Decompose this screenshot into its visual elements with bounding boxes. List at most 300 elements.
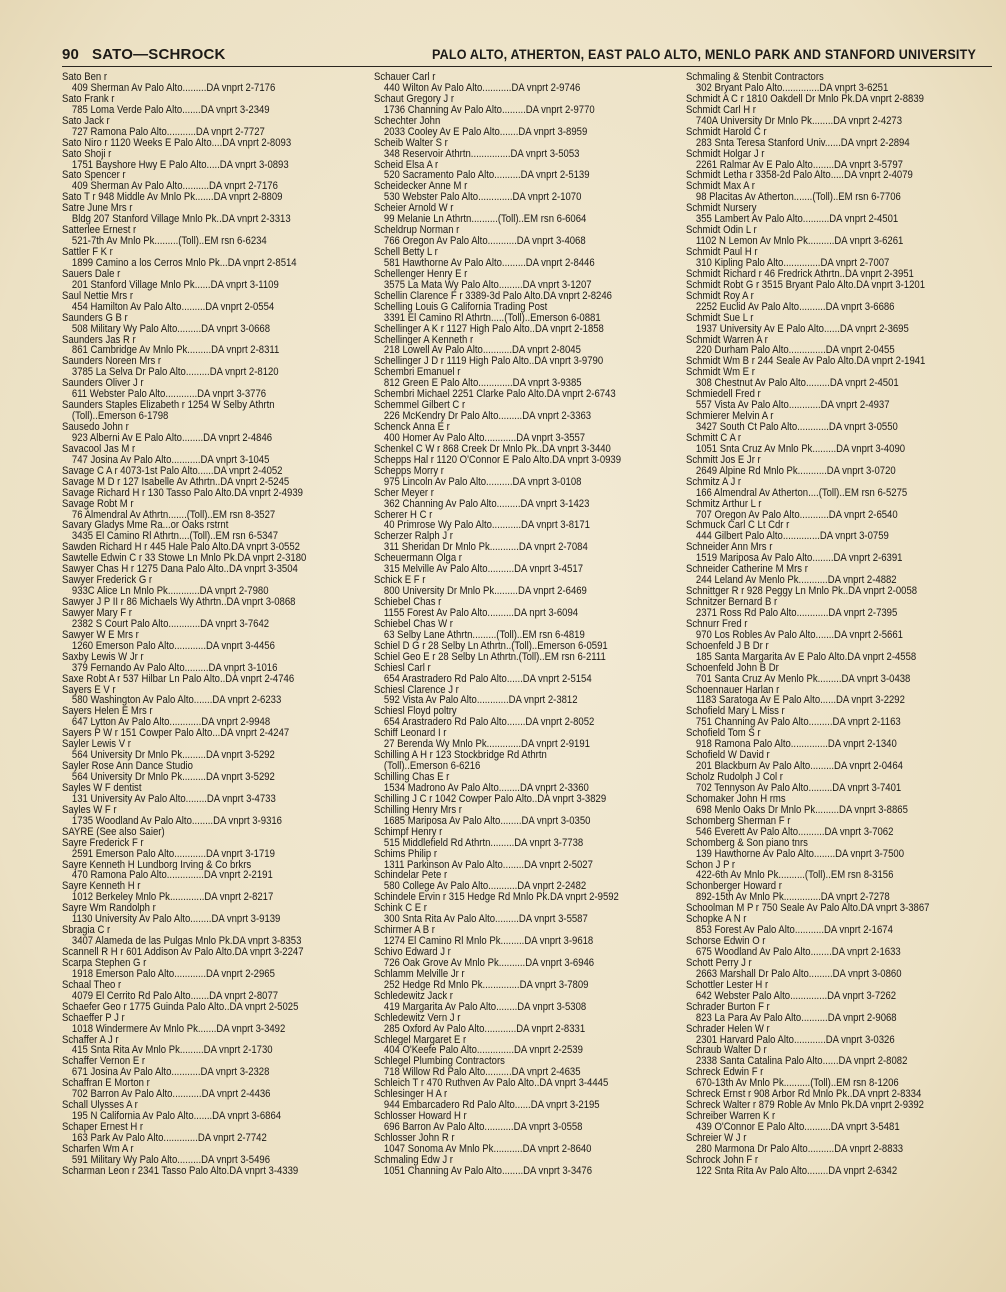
listing-entry (62, 477, 374, 488)
listing-entry (374, 892, 686, 903)
listing-name: Saunders G B r (62, 312, 128, 324)
listing-name: Schims Philip r (374, 848, 438, 860)
listing-entry (686, 499, 998, 521)
listing-entry (374, 575, 686, 597)
listing-entry (374, 181, 686, 203)
listing-entry (62, 488, 374, 499)
listing-entry (686, 586, 998, 597)
listing-address: (Toll)..Emerson 6-1798 (71, 411, 169, 422)
listing-name: Scheldrup Norman r (374, 225, 460, 237)
listing-name: Satterlee Ernest r (62, 225, 137, 237)
listing-name: Schaffran E Morton r (62, 1078, 150, 1090)
listing-name: Sayler Rose Ann Dance Studio (62, 761, 193, 772)
listing-entry (374, 553, 686, 575)
listing-entry (686, 335, 998, 357)
listing-address: 439 O'Connor E Palo Alto..........DA vnprt 3-5481 (695, 1122, 900, 1133)
listing-entry (62, 138, 374, 149)
listing-entry (686, 203, 998, 225)
listing-entry (686, 225, 998, 247)
listing-address: 2382 S Court Palo Alto............DA vnprt 3-7642 (71, 618, 270, 630)
listing-name: Schellinger A K r 1127 High Palo Alto..DA vnprt 2-1858 (374, 323, 604, 335)
listing-entry (374, 291, 686, 302)
listing-entry (62, 674, 374, 685)
listing-name: Sbragia C r (62, 925, 111, 937)
listing-name: Schiel Geo E r 28 Selby Ln Athrtn.(Toll)..EM rsn 6-2111 (374, 651, 606, 663)
listing-address: 1051 Snta Cruz Av Mnlo Pk.........DA vnprt 3-4090 (695, 443, 906, 455)
listing-entry (686, 455, 998, 477)
listing-entry (62, 706, 374, 728)
listing-name: Schemmel Gilbert C r (374, 400, 466, 412)
listing-entry (686, 1089, 998, 1100)
listing-address: 812 Green E Palo Alto.............DA vnprt 3-9385 (383, 378, 582, 390)
listing-name: Savary Gladys Mme Ra...or Oaks rstrnt (62, 520, 229, 532)
listing-name: Schirmer A B r (374, 925, 435, 937)
listing-name: Schimpf Henry r (374, 826, 443, 838)
listing-name: Schmiedell Fred r (686, 389, 761, 401)
listing-name: Schechter John (374, 115, 441, 127)
listing-entry (62, 903, 374, 925)
listing-name: Scharman Leon r 2341 Tasso Palo Alto.DA vnprt 3-4339 (62, 1165, 299, 1177)
listing-address: 581 Hawthorne Av Palo Alto.........DA vnprt 2-8446 (383, 257, 595, 269)
listing-name: Schlamm Melville Jr r (374, 968, 465, 980)
listing-entry (374, 1089, 686, 1111)
listing-address: 1937 University Av E Palo Alto......DA vnprt 2-3695 (695, 323, 909, 335)
listing-address: 1130 University Av Palo Alto........DA vnprt 3-9139 (71, 914, 281, 926)
listing-address: 1735 Woodland Av Palo Alto........DA vnprt 3-9316 (71, 815, 282, 827)
listing-address: 308 Chestnut Av Palo Alto.........DA vnprt 2-4501 (695, 378, 899, 390)
listing-name: Schiel D G r 28 Selby Ln Athrtn..(Toll)..Emerson 6-0591 (374, 640, 608, 652)
listing-name: Sato Jack r (62, 115, 110, 127)
listing-entry (62, 466, 374, 477)
listing-name: Schlegel Plumbing Contractors (374, 1056, 505, 1068)
listing-address: 521-7th Av Mnlo Pk.........(Toll)..EM rsn 6-6234 (71, 236, 267, 247)
listing-entry (686, 794, 998, 816)
listing-address: Bldg 207 Stanford Village Mnlo Pk..DA vnprt 2-3313 (71, 214, 291, 226)
listing-address: 185 Santa Margarita Av E Palo Alto.DA vnprt 2-4558 (695, 651, 917, 663)
listing-address: 1736 Channing Av Palo Alto.........DA vnprt 2-9770 (383, 104, 595, 116)
listing-entry (686, 1111, 998, 1133)
listing-address: 1534 Madrono Av Palo Alto........DA vnprt 2-3360 (383, 782, 589, 794)
listing-address: 892-15th Av Mnlo Pk..............DA vnprt 2-7278 (695, 892, 890, 904)
listing-entry (62, 313, 374, 335)
listing-name: Sayles W F dentist (62, 782, 142, 794)
listing-name: Schaefer Geo r 1775 Guinda Palo Alto..DA vnprt 2-5025 (62, 1001, 299, 1013)
listing-entry (686, 1002, 998, 1024)
listing-name: Saunders Noreen Mrs r (62, 356, 162, 368)
listing-entry (62, 860, 374, 882)
listing-entry (686, 597, 998, 619)
listing-entry (374, 1035, 686, 1057)
listing-entry (374, 531, 686, 553)
listing-address: 440 Wilton Av Palo Alto...........DA vnprt 2-9746 (383, 82, 581, 94)
listing-name: Schlesinger H A r (374, 1089, 448, 1101)
listing-address: 1899 Camino a los Cerros Mnlo Pk...DA vnprt 2-8514 (71, 257, 297, 269)
listing-name: Schmidt Roy A r (686, 290, 754, 302)
listing-name: Schnitzer Bernard B r (686, 597, 778, 608)
listing-name: Schmidt Richard r 46 Fredrick Athrtn..DA vnprt 2-3951 (686, 268, 914, 280)
listing-entry (686, 1133, 998, 1155)
listing-name: Schledewitz Jack r (374, 990, 453, 1002)
listing-entry (686, 269, 998, 280)
listing-name: Schaal Theo r (62, 979, 122, 991)
listing-entry (374, 1155, 686, 1177)
listing-entry (62, 1002, 374, 1013)
listing-name: Schreck Walter r 879 Roble Av Mnlo Pk.DA vnprt 2-9392 (686, 1100, 924, 1112)
listing-entry (62, 94, 374, 116)
listing-address: 3435 El Camino Rl Athrtn....(Toll)..EM rsn 6-5347 (71, 531, 279, 543)
listing-entry (62, 739, 374, 761)
listing-entry (62, 356, 374, 378)
listing-name: Sato Spencer r (62, 170, 126, 182)
listing-entry (686, 914, 998, 936)
listing-address: 670-13th Av Mnlo Pk..........(Toll)..EM rsn 8-1206 (695, 1078, 899, 1090)
listing-entry (686, 619, 998, 641)
column-1 (62, 72, 374, 1177)
listing-address: 283 Snta Teresa Stanford Univ......DA vnprt 2-2894 (695, 137, 910, 149)
listing-entry (686, 1024, 998, 1046)
listing-entry (374, 203, 686, 225)
listing-address: 823 La Para Av Palo Alto..........DA vnprt 2-9068 (695, 1012, 897, 1024)
listing-name: Scarpa Stephen G r (62, 957, 147, 969)
listing-address: 726 Oak Grove Av Mnlo Pk..........DA vnprt 3-6946 (383, 957, 595, 969)
listing-entry (374, 597, 686, 619)
listing-entry (62, 1166, 374, 1177)
listing-name: Sato Niro r 1120 Weeks E Palo Alto....DA vnprt 2-8093 (62, 137, 292, 149)
listing-name: Schaut Gregory J r (374, 93, 455, 105)
listing-entry (62, 1013, 374, 1035)
listing-address: 400 Homer Av Palo Alto............DA vnprt 3-3557 (383, 432, 586, 444)
listing-name: Schilling Chas E r (374, 772, 450, 783)
listing-entry (62, 925, 374, 947)
listing-address: 975 Lincoln Av Palo Alto..........DA vnprt 3-0108 (383, 476, 582, 488)
listing-entry (374, 160, 686, 182)
listing-address: 419 Margarita Av Palo Alto........DA vnprt 3-5308 (383, 1001, 587, 1013)
listing-name: Saunders Oliver J r (62, 378, 144, 390)
listing-name: Saxe Robt A r 537 Hilbar Ln Palo Alto..DA vnprt 2-4746 (62, 673, 295, 685)
listing-name: Schembri Emanuel r (374, 367, 461, 379)
listing-name: Schmitz A J r (686, 476, 742, 488)
listing-entry (374, 991, 686, 1013)
listing-entry (374, 619, 686, 641)
listing-name: Schon J P r (686, 859, 736, 871)
listing-entry (686, 663, 998, 685)
listing-address: 766 Oregon Av Palo Alto...........DA vnprt 3-4068 (383, 236, 586, 247)
listing-entry (686, 127, 998, 149)
listing-name: Scharfen Wm A r (62, 1143, 134, 1155)
listing-name: Schilling A H r 123 Stockbridge Rd Athrtn (374, 750, 547, 762)
listing-name: Schofield Mary L Miss r (686, 706, 785, 718)
listing-address: 1012 Berkeley Mnlo Pk.............DA vnprt 2-8217 (71, 892, 274, 904)
listing-entry (62, 838, 374, 860)
listing-name: Scannell R H r 601 Addison Av Palo Alto.DA vnprt 3-2247 (62, 947, 304, 958)
listing-name: Scherzer Ralph J r (374, 531, 453, 543)
listing-name: Schnittger R r 928 Peggy Ln Mnlo Pk..DA vnprt 2-0058 (686, 586, 918, 597)
listing-name: Schrock John F r (686, 1154, 759, 1166)
listing-entry (62, 881, 374, 903)
listing-address: 2338 Santa Catalina Palo Alto......DA vnprt 2-8082 (695, 1056, 908, 1068)
listing-address: 1274 El Camino Rl Mnlo Pk.........DA vnprt 3-9618 (383, 936, 594, 947)
listing-entry (374, 969, 686, 991)
listing-entry (686, 685, 998, 707)
listing-name: Schlegel Margaret E r (374, 1034, 467, 1046)
listing-name: Schepps Hal r 1120 O'Connor E Palo Alto.DA vnprt 3-0939 (374, 454, 622, 466)
listing-address: 2649 Alpine Rd Mnlo Pk...........DA vnprt 3-0720 (695, 465, 896, 477)
listing-entry (374, 1056, 686, 1078)
listing-entry (374, 488, 686, 510)
listing-entry (62, 783, 374, 805)
listing-name: Schott Perry J r (686, 957, 752, 969)
listing-entry (686, 838, 998, 860)
listing-entry (374, 466, 686, 488)
listing-entry (374, 1013, 686, 1035)
listing-name: Savage Richard H r 130 Tasso Palo Alto.DA vnprt 2-4939 (62, 487, 303, 499)
listing-entry (686, 170, 998, 181)
listing-name: Schaffer A J r (62, 1034, 119, 1046)
listing-entry (686, 564, 998, 586)
listing-name: Schindele Ervin r 315 Hedge Rd Mnlo Pk.DA vnprt 2-9592 (374, 892, 619, 904)
listing-name: Schmaling & Stenbit Contractors (686, 72, 824, 83)
listing-address: 508 Military Wy Palo Alto.........DA vnprt 3-0668 (71, 323, 271, 335)
listing-entry (374, 444, 686, 455)
listing-address: 520 Sacramento Palo Alto..........DA vnprt 2-5139 (383, 170, 590, 182)
listing-entry (374, 455, 686, 466)
listing-address: 415 Snta Rita Av Mnlo Pk.........DA vnprt 2-1730 (71, 1045, 273, 1057)
listing-entry (62, 149, 374, 171)
listing-entry (686, 356, 998, 367)
listing-name: Schreiber Warren K r (686, 1111, 776, 1122)
listing-name: Schauer Carl r (374, 72, 436, 83)
listing-name: Savage Robt M r (62, 498, 134, 510)
listing-name: Saul Nettie Mrs r (62, 290, 134, 302)
listing-entry (686, 903, 998, 914)
listing-address: 310 Kipling Palo Alto..............DA vnprt 2-7007 (695, 257, 890, 269)
listing-name: Sayre Kenneth H Lundborg Irving & Co brkrs (62, 859, 252, 871)
listing-address: 98 Placitas Av Atherton.......(Toll)..EM rsn 6-7706 (695, 192, 901, 204)
listing-address: 654 Arastradero Rd Palo Alto......DA vnprt 2-5154 (383, 673, 592, 685)
listing-entry (62, 1144, 374, 1166)
page-header (62, 44, 992, 67)
listing-entry (62, 608, 374, 630)
listing-name: Schellenger Henry E r (374, 268, 468, 280)
listing-address: 244 Leland Av Menlo Pk...........DA vnprt 2-4882 (695, 575, 897, 587)
listing-name: Saxby Lewis W Jr r (62, 651, 144, 663)
listing-address: 302 Bryant Palo Alto..............DA vnprt 3-6251 (695, 82, 889, 94)
listing-address: 285 Oxford Av Palo Alto............DA vnprt 2-8331 (383, 1023, 586, 1035)
listing-entry (686, 291, 998, 313)
listing-name: Sattler F K r (62, 247, 113, 258)
listing-entry (374, 750, 686, 772)
listing-entry (686, 816, 998, 838)
listing-address: 1751 Bayshore Hwy E Palo Alto.....DA vnprt 3-0893 (71, 159, 289, 171)
listing-entry (686, 181, 998, 203)
listing-name: Schepps Morry r (374, 465, 444, 477)
listing-entry (686, 72, 998, 94)
listing-name: Schonberger Howard r (686, 881, 782, 893)
listing-entry (374, 685, 686, 707)
listing-name: Schmidt Warren A r (686, 334, 768, 346)
listing-address: 300 Snta Rita Av Palo Alto.........DA vnprt 3-5587 (383, 914, 588, 926)
listing-name: Schmidt Nursery (686, 203, 757, 215)
page-number: 90 (62, 46, 80, 63)
listing-entry (374, 400, 686, 422)
listing-name: Sato T r 948 Middle Av Mnlo Pk.......DA vnprt 2-8809 (62, 192, 283, 204)
listing-address: 122 Snta Rita Av Palo Alto........DA vnprt 2-6342 (695, 1165, 898, 1177)
listing-name: Schellinger J D r 1119 High Palo Alto..DA vnprt 3-9790 (374, 356, 604, 368)
listing-address: 751 Channing Av Palo Alto.........DA vnprt 2-1163 (695, 717, 901, 729)
listing-address: 564 University Dr Mnlo Pk.........DA vnprt 3-5292 (71, 772, 275, 783)
listing-name: Schmidt Sue L r (686, 312, 754, 324)
listing-address: 444 Gilbert Palo Alto..............DA vnprt 3-0759 (695, 531, 889, 543)
listing-entry (62, 980, 374, 1002)
listing-name: Schiesl Floyd poltry (374, 706, 457, 718)
listing-address: 2033 Cooley Av E Palo Alto.......DA vnprt 3-8959 (383, 126, 588, 138)
listing-name: Schembri Michael 2251 Clarke Palo Alto.DA vnprt 2-6743 (374, 389, 616, 401)
listing-address: 707 Oregon Av Palo Alto...........DA vnprt 2-6540 (695, 509, 898, 521)
listing-entry (62, 630, 374, 652)
listing-name: Schiebel Chas r (374, 597, 442, 608)
listing-address: 311 Sheridan Dr Mnlo Pk...........DA vnprt 2-7084 (383, 542, 588, 554)
listing-entry (374, 827, 686, 849)
listing-entry (374, 772, 686, 794)
listing-address: 1018 Windermere Av Mnlo Pk.......DA vnprt 3-3492 (71, 1023, 286, 1035)
listing-entry (374, 356, 686, 367)
listing-entry (374, 302, 686, 324)
listing-name: Schoenfeld John B Dr (686, 662, 779, 674)
listing-name: Schmidt Holgar J r (686, 148, 765, 160)
listing-address: 2301 Harvard Palo Alto............DA vnprt 3-0326 (695, 1034, 895, 1046)
listing-name: Savacool Jas M r (62, 443, 136, 455)
listing-address: 315 Melville Av Palo Alto..........DA vnprt 3-4517 (383, 564, 583, 576)
listing-entry (62, 269, 374, 291)
listing-address: 409 Sherman Av Palo Alto.........DA vnprt 2-7176 (71, 82, 276, 94)
listing-address: 591 Military Wy Palo Alto.........DA vnprt 3-5496 (71, 1154, 271, 1166)
listing-address: 3575 La Mata Wy Palo Alto.........DA vnprt 3-1207 (383, 279, 592, 291)
listing-name: Schoolman M P r 750 Seale Av Palo Alto.DA vnprt 3-3867 (686, 903, 930, 915)
listing-entry (686, 980, 998, 1002)
listing-address: 800 University Dr Mnlo Pk.........DA vnprt 2-6469 (383, 586, 587, 597)
listing-entry (686, 411, 998, 433)
listing-address: 944 Embarcadero Rd Palo Alto......DA vnprt 3-2195 (383, 1100, 600, 1112)
listing-name: Schoennauer Harlan r (686, 684, 780, 696)
listing-name: Scheib Walter S r (374, 137, 448, 149)
listing-address: 27 Berenda Wy Mnlo Pk.............DA vnprt 2-9191 (383, 739, 590, 751)
listing-address: 1047 Sonoma Av Mnlo Pk...........DA vnprt 2-8640 (383, 1143, 592, 1155)
listing-address: 470 Ramona Palo Alto..............DA vnprt 2-2191 (71, 870, 273, 882)
listing-address: 1155 Forest Av Palo Alto..........DA nprt 3-6094 (383, 607, 579, 619)
listing-entry (62, 947, 374, 958)
listing-address: 1183 Saratoga Av E Palo Alto......DA vnprt 3-2292 (695, 695, 905, 707)
listing-name: Scholz Rudolph J Col r (686, 772, 783, 783)
listing-address: 654 Arastradero Rd Palo Alto.......DA vnprt 2-8052 (383, 717, 595, 729)
column-3 (686, 72, 998, 1177)
listing-name: Schofield W David r (686, 750, 770, 762)
listing-entry (374, 422, 686, 444)
name-range: SATO—SCHROCK (92, 46, 226, 63)
listing-entry (62, 1035, 374, 1057)
listing-name: Sato Frank r (62, 93, 115, 105)
listing-address: 530 Webster Palo Alto.............DA vnprt 2-1070 (383, 192, 582, 204)
listing-name: Schenck Anna E r (374, 422, 450, 433)
listing-entry (62, 958, 374, 980)
listing-name: Schnurr Fred r (686, 618, 748, 630)
listing-address: 422-6th Av Mnlo Pk..........(Toll)..EM rsn 8-3156 (695, 870, 894, 882)
listing-address: 201 Stanford Village Mnlo Pk......DA vnprt 3-1109 (71, 279, 279, 291)
listing-entry (62, 597, 374, 608)
listing-name: Schmidt A C r 1810 Oakdell Dr Mnlo Pk.DA vnprt 2-8839 (686, 93, 924, 105)
listing-address: 4079 El Cerrito Rd Palo Alto.......DA vnprt 2-8077 (71, 990, 279, 1002)
listing-entry (62, 520, 374, 542)
listing-address: 718 Willow Rd Palo Alto..........DA vnprt 2-4635 (383, 1067, 581, 1079)
listing-address: 76 Almendral Av Athrtn.......(Toll)..EM rsn 8-3527 (71, 509, 276, 521)
listing-name: Sayre Kenneth H r (62, 881, 141, 893)
listing-name: Schottler Lester H r (686, 979, 769, 991)
listing-name: Sausedo John r (62, 422, 129, 433)
listing-entry (686, 936, 998, 958)
listing-address: 218 Lowell Av Palo Alto...........DA vnprt 2-8045 (383, 345, 581, 357)
listing-entry (686, 706, 998, 728)
listing-entry (686, 1067, 998, 1089)
listing-entry (374, 1078, 686, 1089)
listing-name: Sayers Helen E Mrs r (62, 706, 153, 718)
listing-name: Schell Betty L r (374, 247, 438, 258)
listing-entry (62, 291, 374, 313)
listing-name: Schofield Tom S r (686, 728, 761, 740)
listing-name: Sawden Richard H r 445 Hale Palo Alto.DA vnprt 3-0552 (62, 542, 300, 554)
listing-entry (374, 389, 686, 400)
listing-address: 409 Sherman Av Palo Alto..........DA vnprt 2-7176 (71, 181, 278, 193)
listing-entry (374, 870, 686, 892)
listing-name: Saunders Staples Elizabeth r 1254 W Selby Athrtn (62, 400, 275, 412)
listing-entry (686, 520, 998, 542)
listing-address: 131 University Av Palo Alto........DA vnprt 3-4733 (71, 793, 276, 805)
listing-name: Schoenfeld J B Dr r (686, 640, 769, 652)
listing-entry (62, 805, 374, 827)
listing-name: Schleich T r 470 Ruthven Av Palo Alto..DA vnprt 3-4445 (374, 1078, 609, 1090)
listing-entry (62, 564, 374, 575)
listing-address: 1918 Emerson Palo Alto............DA vnprt 2-2965 (71, 968, 275, 980)
listing-address: 3407 Alameda de las Pulgas Mnlo Pk.DA vnprt 3-8353 (71, 936, 302, 947)
listing-name: Sawyer Frederick G r (62, 575, 153, 587)
listing-address: 611 Webster Palo Alto............DA vnprt 3-3776 (71, 389, 267, 401)
listing-name: Schiff Leonard I r (374, 728, 447, 740)
listing-address: 2261 Ralmar Av E Palo Alto........DA vnprt 3-5797 (695, 159, 903, 171)
listing-name: Schmidt Odin L r (686, 225, 757, 237)
listing-name: Schmitt C A r (686, 432, 742, 444)
listing-address: 163 Park Av Palo Alto.............DA vnprt 2-7742 (71, 1132, 267, 1144)
listing-address: 63 Selby Lane Athrtn.........(Toll)..EM rsn 6-4819 (383, 629, 585, 641)
listing-name: Schivo Edward J r (374, 947, 451, 958)
listing-address: 671 Josina Av Palo Alto...........DA vnprt 3-2328 (71, 1067, 270, 1079)
listing-name: Sawyer Chas H r 1275 Dana Palo Alto..DA vnprt 3-3504 (62, 564, 298, 576)
listing-entry (374, 138, 686, 160)
listing-name: Schmuck Carl C Lt Cdr r (686, 520, 790, 532)
listing-entry (62, 378, 374, 400)
listing-address: 557 Vista Av Palo Alto............DA vnprt 2-4937 (695, 400, 890, 412)
listing-entry (62, 400, 374, 422)
listing-entry (374, 247, 686, 269)
listing-name: Scheidecker Anne M r (374, 181, 468, 193)
listing-entry (62, 72, 374, 94)
listing-name: Schopke A N r (686, 914, 747, 926)
listing-name: Sato Ben r (62, 72, 108, 83)
listing-entry (686, 958, 998, 980)
listing-entry (374, 728, 686, 750)
listing-name: Sawtelle Edwin C r 33 Stowe Ln Mnlo Pk.DA vnprt 2-3180 (62, 553, 307, 565)
listing-name: Sayles W F r (62, 804, 117, 816)
listing-address: 2591 Emerson Palo Alto............DA vnprt 3-1719 (71, 848, 275, 860)
listing-entry (686, 389, 998, 411)
listing-name: Schrader Burton F r (686, 1001, 770, 1013)
